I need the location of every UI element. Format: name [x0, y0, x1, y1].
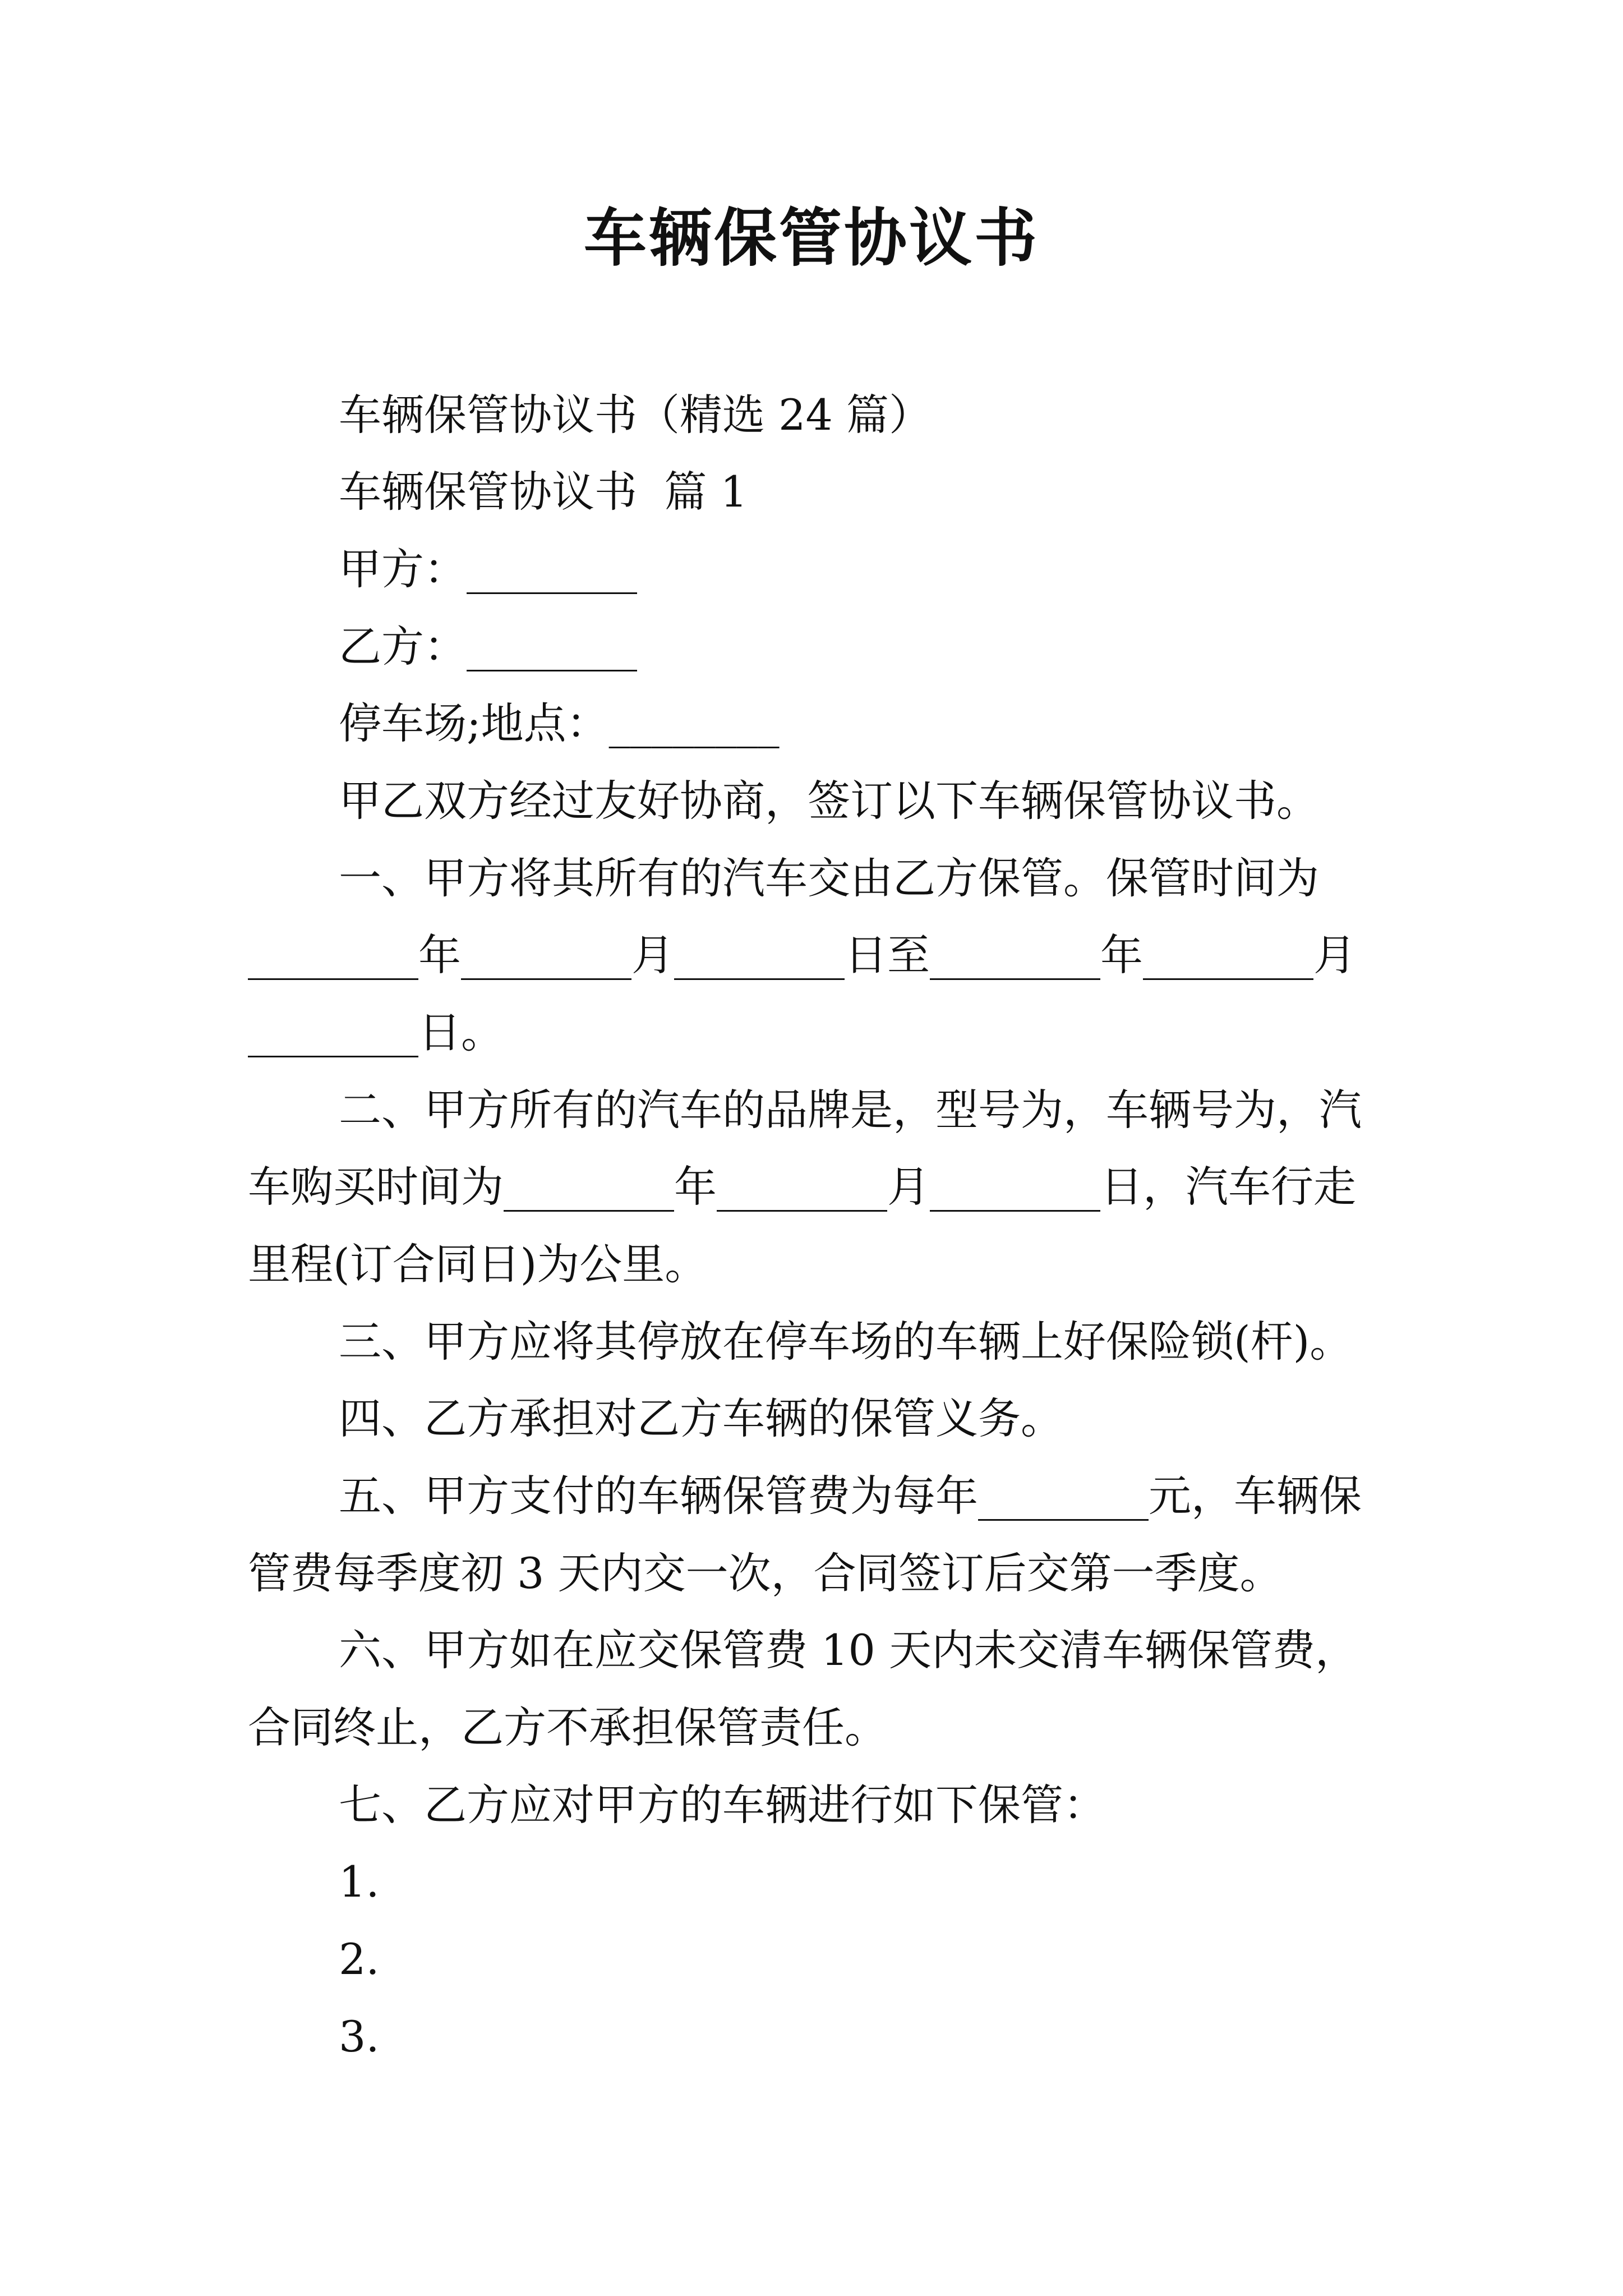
clause-6-line: 六、甲方如在应交保管费 10 天内未交清车辆保管费， [339, 1625, 1358, 1675]
section-heading: 车辆保管协议书 篇 1 [339, 467, 748, 517]
clause-7-line: 七、乙方应对甲方的车辆进行如下保管： [339, 1780, 1106, 1830]
clause-3-line: 三、甲方应将其停放在停车场的车辆上好保险锁(杆)。 [339, 1317, 1353, 1366]
list-item: 3. [339, 2012, 380, 2062]
clause-4-line: 四、乙方承担对乙方车辆的保管义务。 [339, 1393, 1063, 1443]
paragraph-line: 甲乙双方经过友好协商，签订以下车辆保管协议书。 [339, 776, 1319, 826]
subtitle-line: 车辆保管协议书（精选 24 篇） [339, 390, 932, 440]
clause-5-line: 管费每季度初 3 天内交一次，合同签订后交第一季度。 [248, 1548, 1283, 1598]
clause-1-line: ________年________月________日至________年________月 [248, 930, 1356, 980]
party-a-line: 甲方：________ [339, 544, 637, 594]
clause-6-line: 合同终止，乙方不承担保管责任。 [248, 1703, 887, 1752]
clause-5-line: 五、甲方支付的车辆保管费为每年________元，车辆保 [339, 1471, 1362, 1521]
clause-1-line: ________日。 [248, 1007, 504, 1057]
list-item: 2. [339, 1934, 380, 1984]
document-title: 车辆保管协议书 [584, 202, 1039, 275]
clause-2-line: 二、甲方所有的汽车的品牌是，型号为，车辆号为，汽 [339, 1085, 1362, 1135]
clause-1-line: 一、甲方将其所有的汽车交由乙方保管。保管时间为 [339, 853, 1319, 903]
clause-2-line: 车购买时间为________年________月________日，汽车行走 [248, 1162, 1356, 1212]
party-b-line: 乙方：________ [339, 622, 637, 671]
parking-location-line: 停车场;地点：________ [339, 698, 780, 748]
list-item: 1. [339, 1857, 380, 1907]
clause-2-line: 里程(订合同日)为公里。 [248, 1239, 708, 1289]
